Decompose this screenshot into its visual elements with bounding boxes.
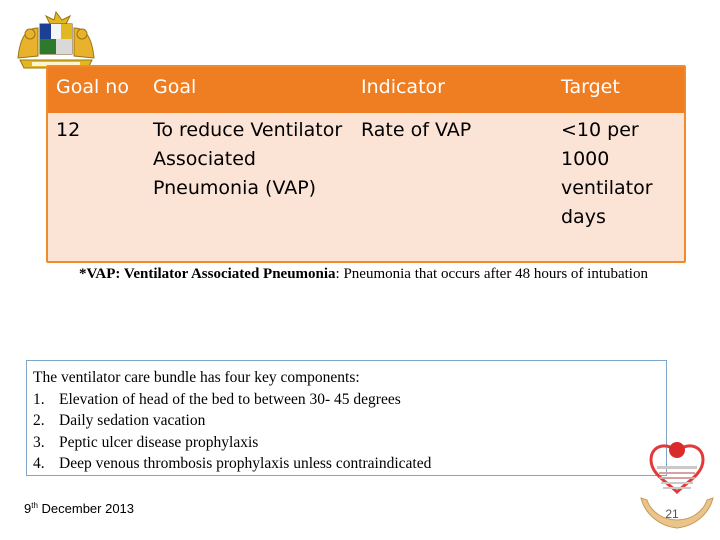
item-number: 3. [33, 433, 45, 451]
item-number: 4. [33, 455, 45, 472]
table-header-row [48, 67, 684, 113]
vap-definition: : Pneumonia that occurs after 48 hours of intubation [335, 266, 648, 282]
page-number: 21 [665, 507, 679, 521]
item-text: Daily sedation vacation [59, 412, 206, 429]
table-row [48, 113, 684, 263]
list-item [33, 410, 666, 432]
goal-cell: To reduce Ventilator Associated Pneumonia (VAP) [153, 119, 343, 199]
care-bundle-box [26, 360, 667, 476]
vap-term: *VAP: Ventilator Associated Pneumonia [79, 266, 336, 282]
list-item [33, 432, 666, 454]
goal-table [46, 65, 686, 263]
header-indicator: Indicator [361, 76, 445, 98]
target-cell: <10 per 1000 ventilator days [561, 119, 653, 228]
indicator-cell: Rate of VAP [361, 119, 472, 141]
goal-no-cell: 12 [56, 119, 81, 141]
item-text: Deep venous thrombosis prophylaxis unless contraindicated [59, 455, 432, 472]
header-goal: Goal [153, 76, 197, 98]
vap-footnote [79, 263, 679, 285]
header-goal-no: Goal no [56, 76, 129, 98]
list-item [33, 453, 666, 475]
bundle-intro: The ventilator care bundle has four key components: [33, 369, 360, 386]
item-text: Elevation of head of the bed to between 30- 45 degrees [59, 390, 401, 408]
item-text: Peptic ulcer disease prophylaxis [59, 433, 259, 451]
bundle-list [33, 389, 666, 475]
header-target: Target [561, 76, 620, 98]
item-number: 1. [33, 390, 45, 408]
item-number: 2. [33, 412, 45, 429]
list-item [33, 389, 666, 411]
hospital-logo [637, 440, 717, 536]
slide-date: 9th December 2013 [24, 501, 135, 516]
